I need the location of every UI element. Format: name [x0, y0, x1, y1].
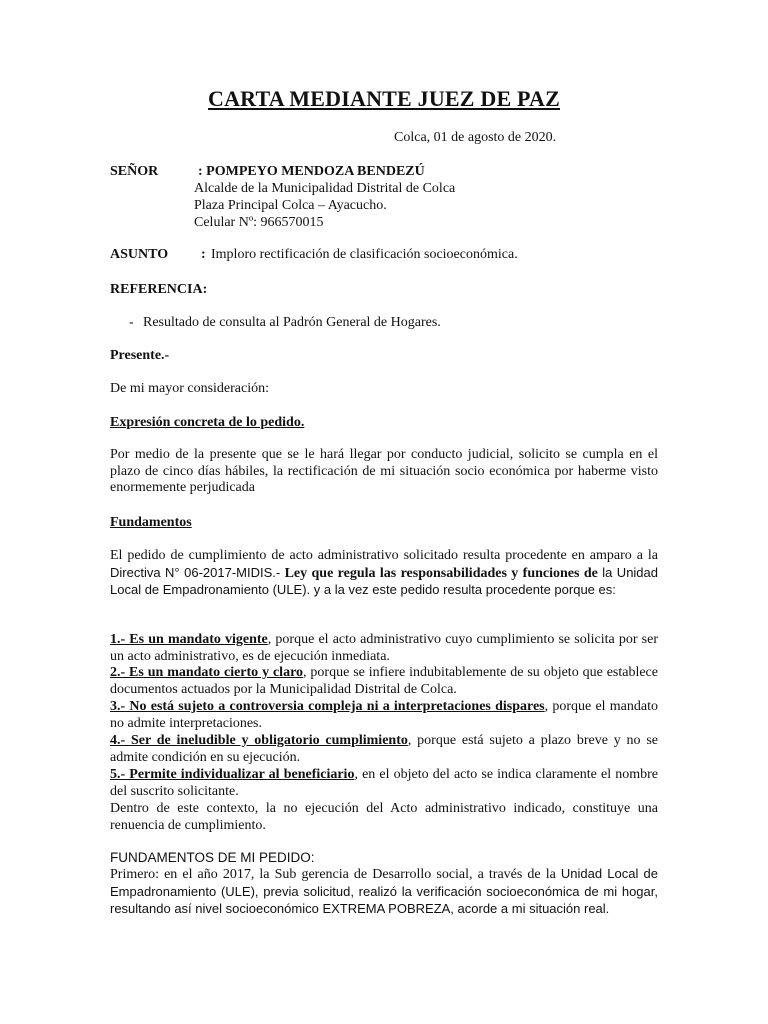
- referencia-label: REFERENCIA:: [110, 282, 208, 297]
- primero-paragraph: [110, 866, 658, 919]
- fundamentos-pedido-heading: FUNDAMENTOS DE MI PEDIDO:: [110, 850, 315, 865]
- referencia-item: Resultado de consulta al Padrón General de Hogares.: [143, 315, 441, 330]
- page-title: CARTA MEDIANTE JUEZ DE PAZ: [208, 86, 560, 111]
- fundamentos-text-a: El pedido de cumplimiento de acto administrativo solicitado resulta procedente en amparo a la: [110, 548, 658, 563]
- fundamentos-paragraph: [110, 548, 658, 600]
- presente-label: Presente.-: [110, 348, 170, 363]
- asunto-colon: :: [201, 247, 206, 262]
- item-lead: 2.- Es un mandato cierto y claro: [110, 665, 304, 680]
- fundamentos-text-d: la Unidad Local de Empadronamiento (ULE). y a la vez este pedido resulta procedente porque es:: [110, 564, 658, 597]
- expresion-paragraph: Por medio de la presente que se le hará llegar por conducto judicial, solicito se cumpla en el plazo de cinco días hábiles, la rectificación de mi situación socio económica por haberme visto enormemente perjudicada: [110, 447, 658, 495]
- item-text: , en el objeto del acto se indica claramente el nombre del suscrito solicitante.: [110, 767, 658, 799]
- fundamento-item-2: [110, 665, 658, 698]
- ley-ref: Ley que regula las responsabilidades y funciones de: [284, 565, 598, 581]
- expresion-heading: Expresión concreta de lo pedido.: [110, 415, 305, 430]
- greeting: De mi mayor consideración:: [110, 381, 270, 396]
- primero-text-b: Unidad Local de Empadronamiento (ULE), previa solicitud, realizó la verificación socioeconómica de mi hogar, resultando así nivel socioeconómico EXTREMA POBREZA, acorde a mi situación real.: [110, 866, 658, 916]
- recipient-line-1: Alcalde de la Municipalidad Distrital de Colca: [194, 181, 456, 196]
- fundamento-item-5: [110, 767, 658, 800]
- fundamento-item-3: [110, 699, 658, 732]
- fundamento-item-1: [110, 632, 658, 665]
- item-lead: 1.- Es un mandato vigente: [110, 632, 268, 647]
- item-text: , porque el acto administrativo cuyo cumplimiento se solicita por ser un acto administrativo, es de ejecución inmediata.: [110, 632, 658, 664]
- referencia-bullet: -: [129, 315, 134, 330]
- recipient-line-2: Plaza Principal Colca – Ayacucho.: [194, 198, 387, 213]
- item-text: , porque el mandato no admite interpretaciones.: [110, 699, 658, 731]
- primero-text-a: Primero: en el año 2017, la Sub gerencia de Desarrollo social, a través de la: [110, 867, 556, 882]
- fundamentos-heading: Fundamentos: [110, 515, 192, 530]
- asunto-text: Imploro rectificación de clasificación socioeconómica.: [211, 247, 518, 262]
- recipient-label: SEÑOR: [110, 164, 159, 179]
- place-date: Colca, 01 de agosto de 2020.: [394, 130, 557, 145]
- item-lead: 5.- Permite individualizar al beneficiario: [110, 767, 355, 782]
- item-text: , porque se infiere indubitablemente de su objeto que establece documentos actuados por la Municipalidad Distrital de Colca.: [110, 665, 658, 697]
- item-text: , porque está sujeto a plazo breve y no se admite condición en su ejecución.: [110, 733, 658, 765]
- directiva-ref: Directiva N° 06-2017-MIDIS.-: [110, 564, 281, 580]
- asunto-label: ASUNTO: [110, 247, 169, 262]
- fundamento-item-4: [110, 733, 658, 766]
- context-paragraph: Dentro de este contexto, la no ejecución del Acto administrativo indicado, constituye una renuencia de cumplimiento.: [110, 801, 658, 833]
- recipient-line-3: Celular Nº: 966570015: [194, 215, 324, 230]
- item-lead: 4.- Ser de ineludible y obligatorio cumplimiento: [110, 733, 408, 748]
- recipient-name: : POMPEYO MENDOZA BENDEZÚ: [198, 164, 425, 179]
- item-lead: 3.- No está sujeto a controversia compleja ni a interpretaciones dispares: [110, 699, 545, 714]
